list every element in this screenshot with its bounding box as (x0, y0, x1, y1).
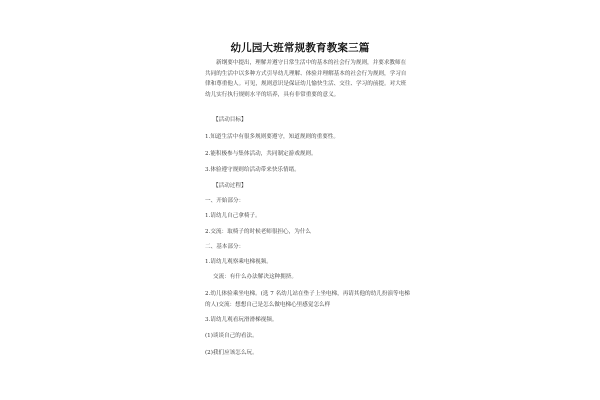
part-2-step-1-note: 交流：有什么办法解决这种拥挤。 (213, 274, 297, 280)
goal-item-2: 2.能积极参与集体活动，共同制定游戏规则。 (205, 151, 317, 157)
section-heading-process: 【活动过程】 (213, 183, 247, 189)
part-2-step-3-a: (1)谈谈自己的看法。 (205, 333, 258, 339)
part-2-step-3: 3.请幼儿观看玩滑滑梯视频。 (205, 317, 278, 323)
goal-item-1: 1.知道生活中有很多规则要遵守，知道规则的重要性。 (205, 134, 339, 140)
part-2-step-1: 1.请幼儿观察乘电梯视频。 (205, 259, 272, 265)
document-title: 幼儿园大班常规教育教案三篇 (230, 42, 370, 54)
part-2-step-2: 2.幼儿体验乘坐电梯。(选 7 名幼儿站在垫子上坐电梯，再请其他的幼儿扮演等电梯的人)交流：想想自己是怎么做电梯心里感觉怎么样 (205, 291, 410, 308)
process-part-1-heading: 一、开始部分： (205, 198, 245, 204)
goal-item-3: 3.体验遵守规则给活动带来快乐情绪。 (205, 167, 300, 173)
intro-paragraph: 新纲要中提出，理解并遵守日常生活中的基本的社会行为规则，并要求教师在共同的生活中以多种方式引导幼儿理解、体验并理解基本的社会行为规则，学习自律和尊重他人。可见，规则意识是保证幼儿愉快生活、交往、学习的前提。对大班幼儿实行执行规则水平的培养，具有非常重要的意义。 (205, 60, 407, 98)
section-heading-goals: 【活动目标】 (213, 117, 247, 123)
part-2-step-3-b: (2)我们应该怎么玩。 (205, 350, 258, 356)
part-1-step-2: 2.交流：取椅子的时候老师很担心，为什么 (205, 229, 312, 235)
process-part-2-heading: 二、基本部分： (205, 244, 245, 250)
part-1-step-1: 1.请幼儿自己拿椅子。 (205, 213, 261, 219)
